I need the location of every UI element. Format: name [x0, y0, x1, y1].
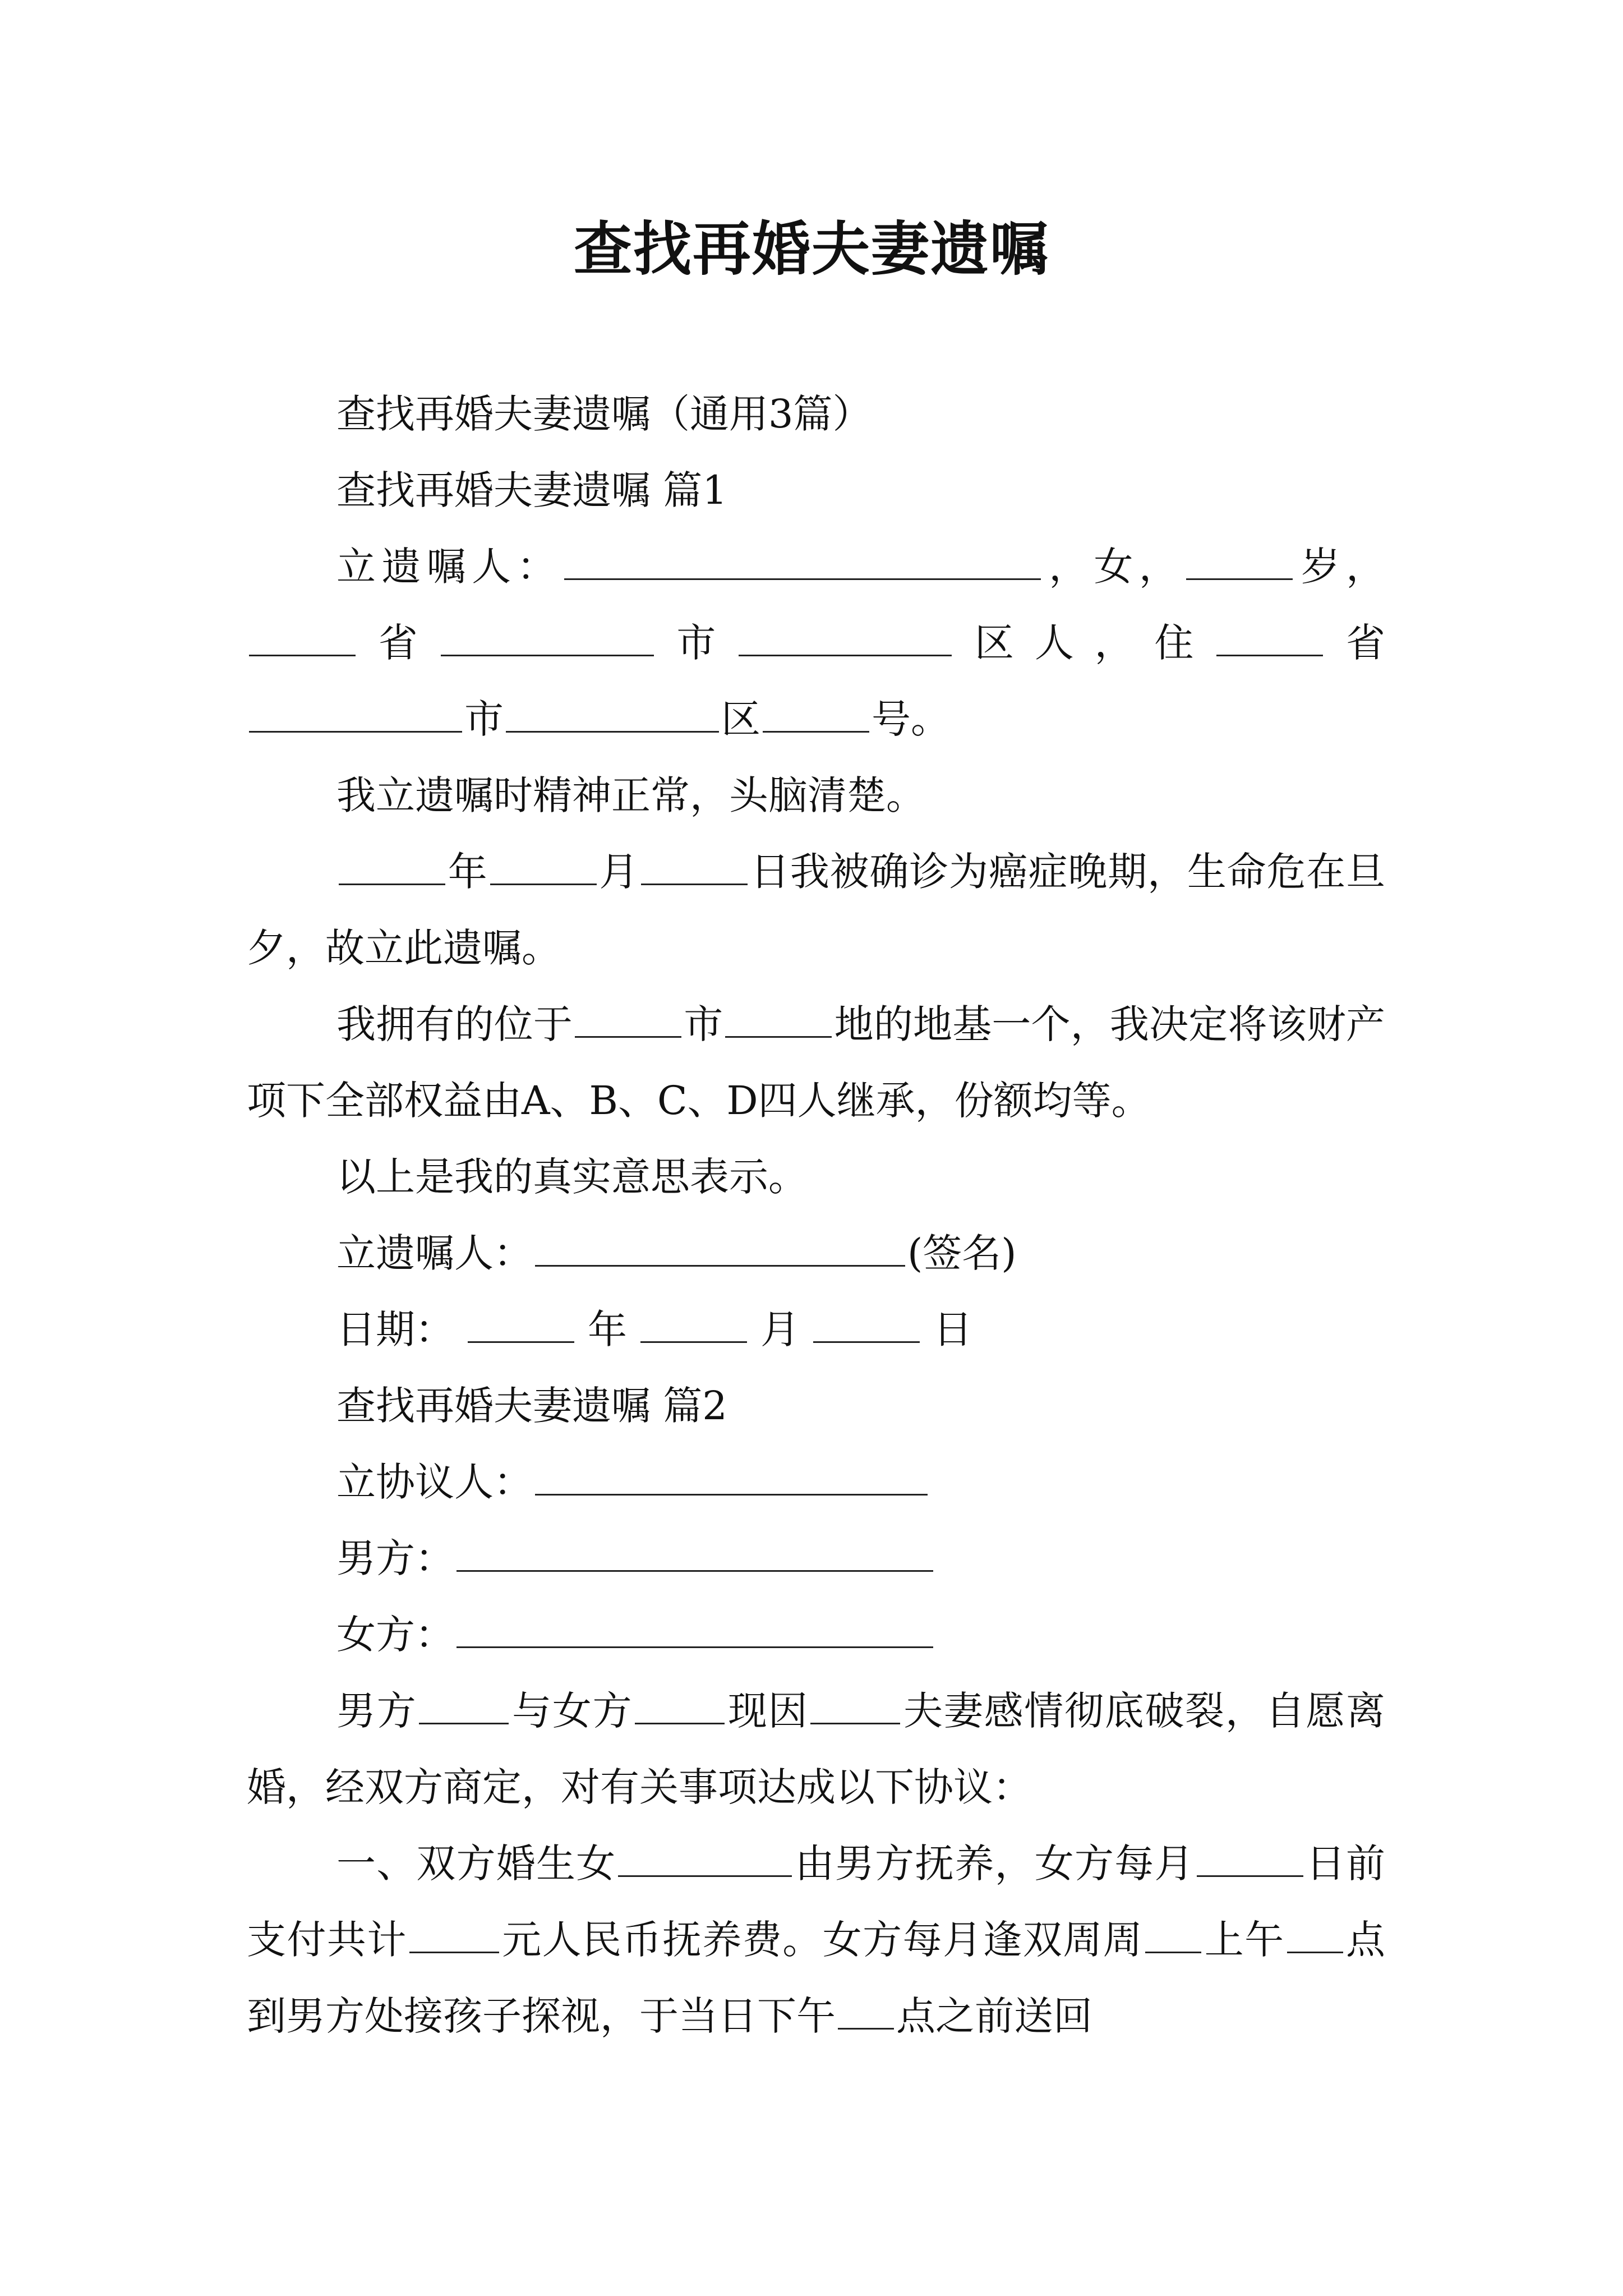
- text: 年: [588, 1306, 627, 1352]
- blank-field: [640, 1305, 747, 1343]
- blank-field: [763, 695, 869, 733]
- paragraph-diagnosis: [247, 834, 1385, 986]
- text: 查找再婚夫妻遗嘱 篇2: [336, 1383, 727, 1429]
- paragraph-testator-info: [247, 528, 1385, 757]
- text: 男方：: [336, 1535, 454, 1581]
- paragraph-agreement-party: [247, 1444, 1385, 1520]
- blank-field: [1216, 619, 1323, 656]
- blank-field: [725, 1000, 832, 1038]
- paragraph-subtitle: [247, 376, 1385, 452]
- blank-field: [1145, 1916, 1201, 1953]
- text: 市: [684, 1001, 723, 1047]
- text: 我立遗嘱时精神正常，头脑清楚。: [336, 772, 925, 818]
- blank-field: [1197, 1839, 1303, 1877]
- text: 日前支付共计: [247, 1841, 1386, 1963]
- paragraph-declaration: [247, 1139, 1385, 1215]
- blank-field: [641, 848, 748, 885]
- text: 由男方抚养，女方每月: [794, 1841, 1195, 1887]
- blank-field: [419, 1687, 509, 1724]
- paragraph-date: [247, 1291, 1385, 1368]
- section-heading-1: [247, 452, 1385, 528]
- text: 点之前送回: [896, 1993, 1092, 2039]
- text: 与女方: [511, 1688, 633, 1734]
- text: 地的地基一个，我决定将该财产项下全部权益由A、B、C、D四人继承，份额均等。: [247, 1001, 1386, 1124]
- blank-field: [506, 695, 719, 733]
- paragraph-signature: [247, 1215, 1385, 1291]
- text: 现因: [727, 1688, 809, 1734]
- blank-field: [618, 1839, 792, 1877]
- section-heading-2: [247, 1368, 1385, 1444]
- text: 省: [1325, 620, 1386, 666]
- blank-field: [339, 848, 445, 885]
- blank-field: [441, 619, 654, 656]
- paragraph-property: [247, 986, 1385, 1139]
- blank-field: [409, 1916, 499, 1953]
- text: 年: [448, 849, 488, 895]
- text: 以上是我的真实意思表示。: [336, 1154, 808, 1200]
- text: 夫妻感情彻底破裂，自愿离婚，经双方商定，对有关事项达成以下协议：: [247, 1688, 1386, 1810]
- text: 日我被确诊为癌症晚期，生命危在旦夕，故立此遗嘱。: [247, 849, 1386, 971]
- paragraph-divorce-reason: [247, 1673, 1385, 1825]
- blank-field: [249, 695, 462, 733]
- text: 岁，: [1295, 544, 1386, 590]
- blank-field: [468, 1305, 574, 1343]
- text: 我拥有的位于: [336, 1001, 573, 1047]
- text: 月: [760, 1306, 800, 1352]
- blank-field: [1186, 542, 1293, 580]
- text: 立遗嘱人：: [336, 1230, 533, 1276]
- blank-field: [813, 1305, 920, 1343]
- text: 市: [656, 620, 737, 666]
- paragraph-wife: [247, 1596, 1385, 1673]
- signature-blank: [535, 1229, 905, 1267]
- text: (签名): [907, 1230, 1017, 1276]
- text: 日期：: [336, 1306, 454, 1352]
- blank-field: [457, 1534, 933, 1572]
- blank-field: [575, 1000, 681, 1038]
- text: 男方: [336, 1688, 417, 1734]
- paragraph-mental-state: [247, 757, 1385, 834]
- blank-field: [490, 848, 597, 885]
- text: 省: [358, 620, 439, 666]
- text: 立遗嘱人：: [336, 544, 562, 590]
- text: 点到男方处接孩子探视，于当日下午: [247, 1917, 1386, 2039]
- blank-field: [838, 1992, 894, 2030]
- blank-field: [739, 619, 952, 656]
- text: 月: [598, 849, 639, 895]
- document-body: [247, 376, 1385, 2054]
- blank-field: [535, 1458, 928, 1496]
- text: ，女，: [1043, 544, 1184, 590]
- paragraph-custody: [247, 1825, 1385, 2054]
- text: 一、双方婚生女: [336, 1841, 616, 1887]
- text: 元人民币抚养费。女方每月逢双周周: [501, 1917, 1144, 1963]
- text: 日: [933, 1306, 972, 1352]
- text: 区人，住: [954, 620, 1215, 666]
- blank-field: [249, 619, 356, 656]
- text: 区: [721, 696, 760, 742]
- text: 号。: [872, 696, 950, 742]
- blank-field: [457, 1611, 933, 1648]
- document-title: 查找再婚夫妻遗嘱: [573, 215, 1049, 283]
- text: 上午: [1204, 1917, 1285, 1963]
- blank-field: [564, 542, 1041, 580]
- text: 市: [464, 696, 504, 742]
- blank-field: [810, 1687, 900, 1724]
- text: 女方：: [336, 1612, 454, 1658]
- blank-field: [635, 1687, 725, 1724]
- blank-field: [1287, 1916, 1343, 1953]
- text: 查找再婚夫妻遗嘱 篇1: [336, 467, 727, 513]
- text: 查找再婚夫妻遗嘱（通用3篇）: [336, 391, 872, 437]
- text: 立协议人：: [336, 1459, 533, 1505]
- paragraph-husband: [247, 1520, 1385, 1596]
